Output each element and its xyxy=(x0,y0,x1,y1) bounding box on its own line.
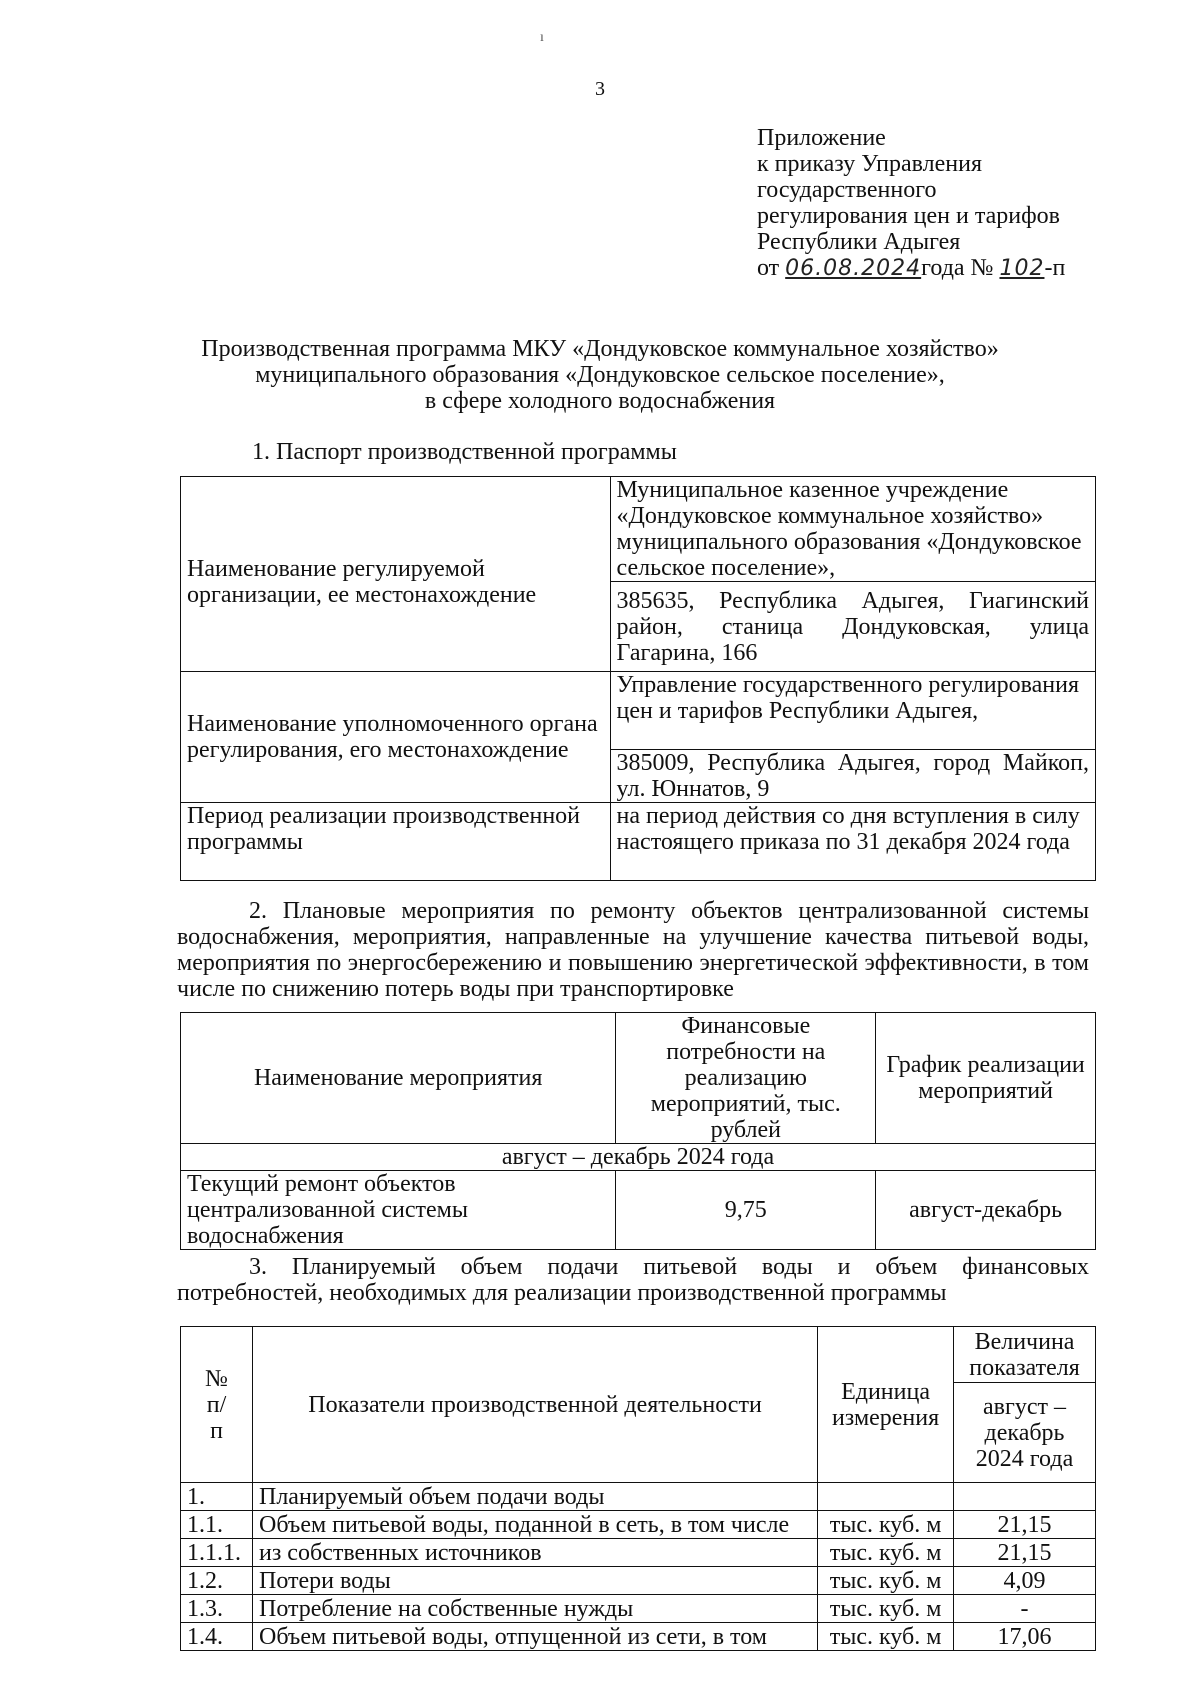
handwritten-date: 06.08.2024 xyxy=(785,256,922,281)
table-row xyxy=(181,1511,1096,1539)
column-header-period: август – декабрь 2024 года xyxy=(954,1383,1096,1483)
column-header-value: Величина показателя xyxy=(954,1327,1096,1383)
row-indicator: Потери воды xyxy=(252,1567,817,1595)
row-num: 1.1. xyxy=(181,1511,253,1539)
table-row xyxy=(181,1144,1096,1171)
title-line: Производственная программа МКУ «Дондуковское коммунальное хозяйство» xyxy=(201,336,999,362)
section-3-paragraph xyxy=(177,1254,1089,1306)
appendix-line: регулирования цен и тарифов xyxy=(757,203,1060,229)
passport-label: Наименование уполномоченного органа регулирования, его местонахождение xyxy=(181,672,611,803)
row-value: 21,15 xyxy=(954,1539,1096,1567)
table-row xyxy=(181,1623,1096,1651)
row-num: 1.3. xyxy=(181,1595,253,1623)
appendix-date-line xyxy=(757,255,1065,282)
section-3-text: 3. Планируемый объем подачи питьевой воды и объем финансовых потребностей, необходимых для реализации производственной программы xyxy=(177,1254,1089,1306)
appendix-line: государственного xyxy=(757,177,937,203)
row-unit: тыс. куб. м xyxy=(818,1595,954,1623)
table-row xyxy=(181,1327,1096,1383)
table-row xyxy=(181,803,1096,881)
measures-table xyxy=(180,1012,1096,1250)
row-unit: тыс. куб. м xyxy=(818,1539,954,1567)
row-unit: тыс. куб. м xyxy=(818,1567,954,1595)
row-value: 4,09 xyxy=(954,1567,1096,1595)
section-2-text: 2. Плановые мероприятия по ремонту объектов централизованной системы водоснабжения, мероприятия, направленные на улучшение качества питьевой воды, мероприятия по энергосбережению и повышению энергетической эффективности, в том числе по снижению потерь воды при транспортировке xyxy=(177,898,1089,1002)
row-indicator: Объем питьевой воды, поданной в сеть, в том числе xyxy=(252,1511,817,1539)
table-row xyxy=(181,477,1096,582)
passport-value: на период действия со дня вступления в силу настоящего приказа по 31 декабря 2024 года xyxy=(610,803,1095,881)
column-header-unit: Единица измерения xyxy=(818,1327,954,1483)
measure-amount: 9,75 xyxy=(616,1171,876,1250)
row-value: - xyxy=(954,1595,1096,1623)
table-row xyxy=(181,1171,1096,1250)
date-prefix: от xyxy=(757,255,780,281)
table-row xyxy=(181,1539,1096,1567)
row-value: 21,15 xyxy=(954,1511,1096,1539)
column-header: Наименование мероприятия xyxy=(181,1013,616,1144)
scan-mark: ı xyxy=(540,30,544,45)
column-header-indicator: Показатели производственной деятельности xyxy=(252,1327,817,1483)
indicators-table xyxy=(180,1326,1096,1651)
passport-table xyxy=(180,476,1096,881)
passport-label: Период реализации производственной программы xyxy=(181,803,611,881)
section-2-paragraph xyxy=(177,898,1089,1002)
row-num: 1. xyxy=(181,1483,253,1511)
document-title xyxy=(200,336,1000,414)
page-number: 3 xyxy=(595,78,605,100)
title-line: муниципального образования «Дондуковское сельское поселение», xyxy=(255,362,945,388)
row-unit xyxy=(818,1483,954,1511)
number-suffix: -п xyxy=(1044,255,1066,281)
column-header: График реализации мероприятий xyxy=(876,1013,1096,1144)
row-value: 17,06 xyxy=(954,1623,1096,1651)
row-num: 1.2. xyxy=(181,1567,253,1595)
appendix-line: Республики Адыгея xyxy=(757,229,961,255)
passport-value: Управление государственного регулирования цен и тарифов Республики Адыгея, xyxy=(610,672,1095,750)
table-row xyxy=(181,1567,1096,1595)
column-header-num: № п/п xyxy=(181,1327,253,1483)
measure-schedule: август-декабрь xyxy=(876,1171,1096,1250)
row-unit: тыс. куб. м xyxy=(818,1623,954,1651)
handwritten-number: 102 xyxy=(999,256,1045,281)
row-indicator: Объем питьевой воды, отпущенной из сети, в том xyxy=(252,1623,817,1651)
measure-name: Текущий ремонт объектов централизованной системы водоснабжения xyxy=(181,1171,616,1250)
year-word: года № xyxy=(921,255,994,281)
appendix-line: Приложение xyxy=(757,125,886,151)
row-num: 1.4. xyxy=(181,1623,253,1651)
passport-value: 385009, Республика Адыгея, город Майкоп, ул. Юннатов, 9 xyxy=(610,750,1095,803)
row-indicator: Планируемый объем подачи воды xyxy=(252,1483,817,1511)
period-row: август – декабрь 2024 года xyxy=(181,1144,1096,1171)
row-indicator: Потребление на собственные нужды xyxy=(252,1595,817,1623)
appendix-line: к приказу Управления xyxy=(757,151,983,177)
column-header: Финансовые потребности на реализацию мероприятий, тыс. рублей xyxy=(616,1013,876,1144)
table-row xyxy=(181,672,1096,750)
table-row xyxy=(181,1595,1096,1623)
table-row xyxy=(181,1013,1096,1144)
appendix-block xyxy=(757,125,1065,282)
row-value xyxy=(954,1483,1096,1511)
section-1-heading: 1. Паспорт производственной программы xyxy=(252,439,677,465)
passport-value: Муниципальное казенное учреждение «Дондуковское коммунальное хозяйство» муниципального образования «Дондуковское сельское поселение», xyxy=(610,477,1095,582)
row-unit: тыс. куб. м xyxy=(818,1511,954,1539)
passport-label: Наименование регулируемой организации, ее местонахождение xyxy=(181,477,611,672)
row-num: 1.1.1. xyxy=(181,1539,253,1567)
title-line: в сфере холодного водоснабжения xyxy=(424,388,776,414)
row-indicator: из собственных источников xyxy=(252,1539,817,1567)
passport-value: 385635, Республика Адыгея, Гиагинский район, станица Дондуковская, улица Гагарина, 166 xyxy=(610,582,1095,672)
table-row xyxy=(181,1483,1096,1511)
